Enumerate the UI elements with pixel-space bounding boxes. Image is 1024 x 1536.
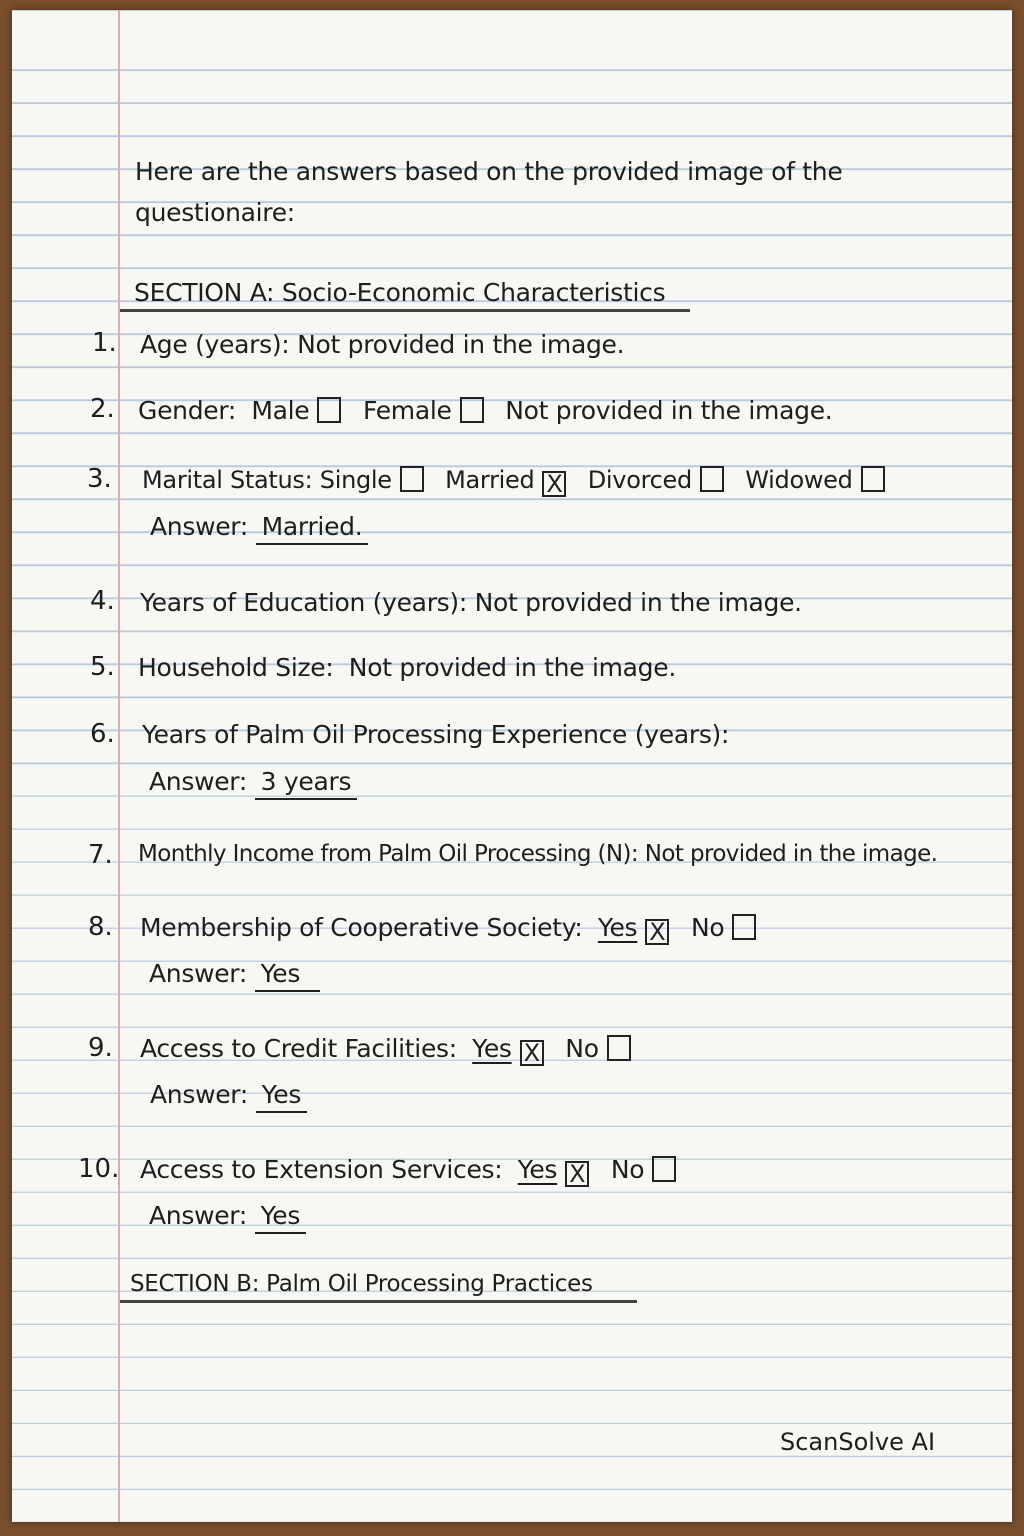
q7-line <box>138 841 937 867</box>
q1-question: Age (years): <box>140 330 290 359</box>
q2-question: Gender: <box>138 396 237 425</box>
q3-answer-label: Answer: <box>150 512 248 541</box>
q3-answer-line <box>150 512 368 545</box>
q2-line <box>138 396 832 425</box>
q4-answer: Not provided in the image. <box>474 588 802 617</box>
q2-option-male: Male <box>251 396 310 425</box>
single-checkbox[interactable] <box>400 466 424 492</box>
q10-answer: Yes <box>255 1201 306 1234</box>
q3-option-single: Single <box>319 466 392 494</box>
q10-option-yes: Yes <box>517 1155 558 1184</box>
q10-line <box>140 1155 690 1187</box>
divorced-checkbox[interactable] <box>700 466 724 492</box>
q7-question: Monthly Income from Palm Oil Processing (N): <box>138 841 639 867</box>
widowed-checkbox[interactable] <box>861 466 885 492</box>
q10-no-checkbox[interactable] <box>652 1156 676 1182</box>
q2-option-female: Female <box>363 396 452 425</box>
q1-number: 1. <box>92 328 117 358</box>
q9-answer-label: Answer: <box>150 1080 248 1109</box>
margin-line <box>118 10 120 1522</box>
intro-line-2: questionaire: <box>135 198 295 227</box>
q8-answer-label: Answer: <box>149 959 247 988</box>
q10-yes-checkbox[interactable]: X <box>565 1161 589 1187</box>
q8-number: 8. <box>88 912 113 942</box>
q3-option-married: Married <box>445 466 535 494</box>
q9-no-checkbox[interactable] <box>607 1035 631 1061</box>
q6-answer-line <box>149 767 357 800</box>
q6-answer-label: Answer: <box>149 767 247 796</box>
q10-question: Access to Extension Services: <box>140 1155 503 1184</box>
q10-number: 10. <box>78 1154 120 1184</box>
q2-answer: Not provided in the image. <box>505 396 833 425</box>
section-b-underline <box>120 1300 637 1303</box>
q10-answer-label: Answer: <box>149 1201 247 1230</box>
q5-question: Household Size: <box>138 653 334 682</box>
q9-question: Access to Credit Facilities: <box>140 1034 457 1063</box>
intro-line-1: Here are the answers based on the provided image of the <box>135 157 843 186</box>
q8-option-no: No <box>690 913 725 942</box>
q9-answer-line <box>150 1080 307 1113</box>
q3-line <box>142 466 885 497</box>
q4-number: 4. <box>90 586 115 616</box>
footer-brand: ScanSolve AI <box>780 1428 936 1456</box>
q9-option-no: No <box>565 1034 599 1063</box>
q1-line <box>140 330 624 359</box>
female-checkbox[interactable] <box>460 397 484 423</box>
q9-number: 9. <box>88 1033 113 1063</box>
q6-number: 6. <box>90 719 115 749</box>
q3-question: Marital Status: <box>142 466 313 494</box>
q10-answer-line <box>149 1201 306 1234</box>
q5-number: 5. <box>90 652 115 682</box>
notebook-page <box>12 10 1012 1522</box>
q3-answer: Married. <box>256 512 369 545</box>
q2-number: 2. <box>90 394 115 424</box>
q7-number: 7. <box>88 840 113 870</box>
q8-option-yes: Yes <box>597 913 638 942</box>
q4-line <box>140 588 802 617</box>
q9-line <box>140 1034 645 1066</box>
section-a-underline <box>120 309 690 312</box>
q6-answer: 3 years <box>255 767 358 800</box>
q5-answer: Not provided in the image. <box>348 653 676 682</box>
q1-answer: Not provided in the image. <box>297 330 625 359</box>
q8-no-checkbox[interactable] <box>732 914 756 940</box>
q5-line <box>138 653 676 682</box>
q8-answer-line <box>149 959 320 992</box>
q3-option-widowed: Widowed <box>745 466 853 494</box>
section-b-heading: SECTION B: Palm Oil Processing Practices <box>130 1271 593 1297</box>
q8-yes-checkbox[interactable]: X <box>645 919 669 945</box>
q3-option-divorced: Divorced <box>587 466 692 494</box>
q8-answer: Yes <box>255 959 320 992</box>
q6-question: Years of Palm Oil Processing Experience (years): <box>142 720 730 749</box>
married-checkbox[interactable]: X <box>542 471 566 497</box>
q9-option-yes: Yes <box>472 1034 512 1063</box>
q8-line <box>140 913 770 945</box>
q9-answer: Yes <box>256 1080 307 1113</box>
q10-option-no: No <box>610 1155 645 1184</box>
male-checkbox[interactable] <box>317 397 341 423</box>
q8-question: Membership of Cooperative Society: <box>140 913 583 942</box>
section-a-heading: SECTION A: Socio-Economic Characteristics <box>134 278 666 307</box>
q7-answer: Not provided in the image. <box>644 841 938 867</box>
q4-question: Years of Education (years): <box>140 588 467 617</box>
q9-yes-checkbox[interactable]: X <box>520 1040 544 1066</box>
q3-number: 3. <box>87 464 112 494</box>
